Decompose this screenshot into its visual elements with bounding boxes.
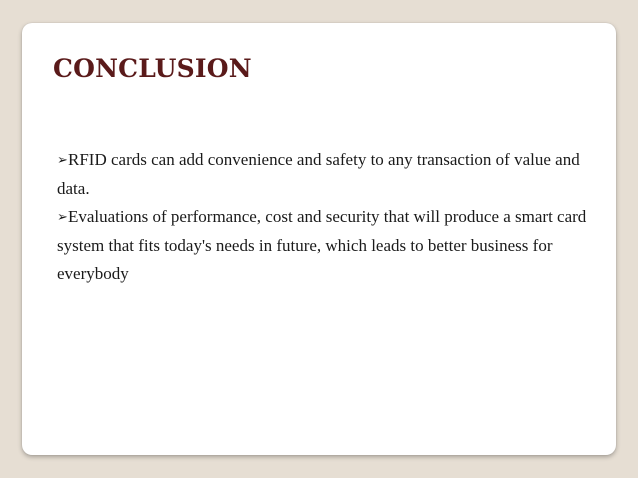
bullet-list [57,146,602,288]
bullet-text: Evaluations of performance, cost and security that will produce a smart card system that fits today's needs in future, which leads to better business for everybody [57,207,587,283]
bullet-item [57,203,602,288]
bullet-item [57,146,602,203]
arrow-bullet-icon: ➢ [57,210,68,225]
slide-title: CONCLUSION [53,54,252,83]
bullet-text: RFID cards can add convenience and safety to any transaction of value and data. [57,150,580,198]
slide-card [22,23,616,455]
arrow-bullet-icon: ➢ [57,153,68,168]
